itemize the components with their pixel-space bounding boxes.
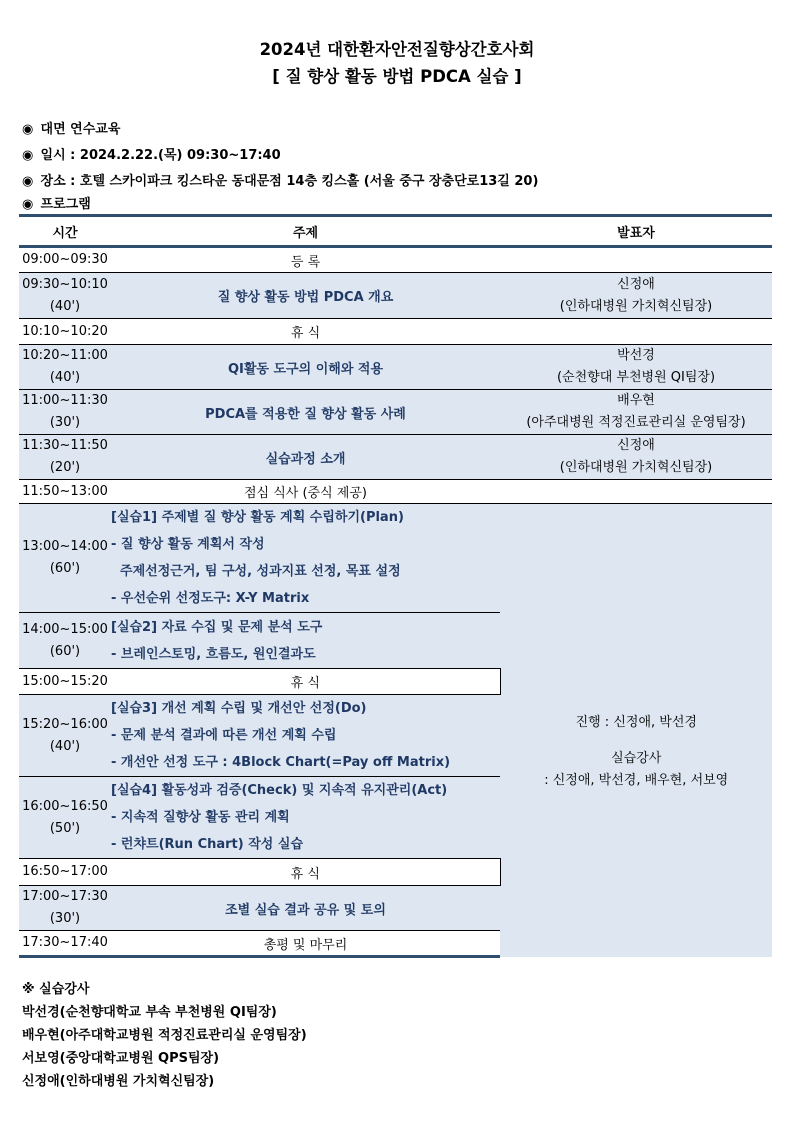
info-type-text: 대면 연수교육 <box>40 122 121 137</box>
speaker-cell <box>500 247 772 273</box>
table-row <box>19 319 772 345</box>
notes-item: 서보영(중앙대학교병원 QPS팀장) <box>22 1051 220 1066</box>
bullet-icon: ◉ <box>22 148 34 163</box>
info-place-text: 장소 : 호텔 스카이파크 킹스타운 동대문점 14층 킹스홀 (서울 중구 장충단로13길 20) <box>40 174 539 189</box>
practice-lead: 진행 : 신정애, 박선경 <box>575 715 697 731</box>
topic-cell: 조별 실습 결과 공유 및 토의 <box>111 886 500 931</box>
practice-names: : 신정애, 박선경, 배우현, 서보영 <box>544 773 729 789</box>
time-cell: 17:30~17:40 <box>19 931 111 957</box>
notes-item: 배우현(아주대학교병원 적정진료관리실 운영팀장) <box>22 1028 307 1043</box>
header-topic: 주제 <box>111 216 500 247</box>
notes-heading: ※ 실습강사 <box>22 982 90 997</box>
lesson-cell: [실습3] 개선 계획 수립 및 개선안 선정(Do) - 문제 분석 결과에 따른 개선 계획 수립 - 개선안 선정 도구 : 4Block Chart(=Pay off Matrix) <box>111 695 500 777</box>
info-type <box>22 118 120 137</box>
info-date-text: 일시 : 2024.2.22.(목) 09:30~17:40 <box>40 148 281 163</box>
time-cell: 15:20~16:00 (40') <box>19 695 111 777</box>
time-cell: 09:30~10:10 (40') <box>19 273 111 319</box>
info-program <box>22 193 91 212</box>
time-cell: 16:00~16:50 (50') <box>19 777 111 859</box>
header-time: 시간 <box>19 216 111 247</box>
speaker-cell: 신정애 (인하대병원 가치혁신팀장) <box>500 273 772 319</box>
speaker-cell: 박선경 (순천향대 부천병원 QI팀장) <box>500 345 772 390</box>
topic-cell: 질 향상 활동 방법 PDCA 개요 <box>111 273 500 319</box>
bullet-icon: ◉ <box>22 197 34 212</box>
table-row <box>19 504 772 613</box>
time-cell: 09:00~09:30 <box>22 252 108 267</box>
time-cell: 10:10~10:20 <box>19 319 111 345</box>
time-cell: 11:00~11:30 (30') <box>19 390 111 435</box>
lesson-cell: [실습2] 자료 수집 및 문제 분석 도구 - 브레인스토밍, 흐름도, 원인결과도 <box>111 613 500 669</box>
notes-item: 박선경(순천향대학교 부속 부천병원 QI팀장) <box>22 1005 277 1020</box>
topic-cell: QI활동 도구의 이해와 적용 <box>111 345 500 390</box>
speaker-cell: 신정애 (인하대병원 가치혁신팀장) <box>500 435 772 480</box>
time-cell: 16:50~17:00 <box>19 859 111 886</box>
topic-cell: 휴 식 <box>111 319 500 345</box>
notes-item: 신정애(인하대병원 가치혁신팀장) <box>22 1074 215 1089</box>
header-speaker: 발표자 <box>500 216 772 247</box>
topic-cell: 점심 식사 (중식 제공) <box>111 480 500 504</box>
speaker-cell <box>500 319 772 345</box>
bullet-icon: ◉ <box>22 122 34 137</box>
topic-cell: 휴 식 <box>111 859 500 886</box>
topic-cell: 등 록 <box>290 254 321 270</box>
bullet-icon: ◉ <box>22 174 34 189</box>
topic-cell: 총평 및 마무리 <box>111 931 500 957</box>
time-cell: 15:00~15:20 <box>19 669 111 695</box>
page-subtitle: [ 질 향상 활동 방법 PDCA 실습 ] <box>272 67 522 86</box>
page-title: 2024년 대한환자안전질향상간호사회 <box>259 40 535 59</box>
practice-speaker-cell <box>500 504 772 957</box>
topic-cell: PDCA를 적용한 질 향상 활동 사례 <box>111 390 500 435</box>
time-cell: 11:50~13:00 <box>19 480 111 504</box>
table-row <box>19 247 772 273</box>
lesson-cell: [실습4] 활동성과 검증(Check) 및 지속적 유지관리(Act) - 지속적 질향상 활동 관리 계획 - 런챠트(Run Chart) 작성 실습 <box>111 777 500 859</box>
table-row <box>19 435 772 480</box>
table-row <box>19 273 772 319</box>
topic-cell: 휴 식 <box>111 669 500 695</box>
topic-cell: 실습과정 소개 <box>111 435 500 480</box>
table-row <box>19 390 772 435</box>
table-header-row <box>19 216 772 247</box>
speaker-cell: 배우현 (아주대병원 적정진료관리실 운영팀장) <box>500 390 772 435</box>
info-place <box>22 170 538 189</box>
time-cell: 10:20~11:00 (40') <box>19 345 111 390</box>
lesson-cell: [실습1] 주제별 질 향상 활동 계획 수립하기(Plan) - 질 향상 활동 계획서 작성 주제선정근거, 팀 구성, 성과지표 선정, 목표 설정 - 우선순위 선정도구: X-Y Matrix <box>111 504 500 613</box>
time-cell: 11:30~11:50 (20') <box>19 435 111 480</box>
speaker-cell <box>500 480 772 504</box>
info-date <box>22 144 281 163</box>
time-cell: 13:00~14:00 (60') <box>19 504 111 613</box>
info-program-text: 프로그램 <box>40 197 91 212</box>
practice-title: 실습강사 <box>611 751 662 767</box>
program-table <box>19 214 772 958</box>
table-row <box>19 480 772 504</box>
time-cell: 17:00~17:30 (30') <box>19 886 111 931</box>
time-cell: 14:00~15:00 (60') <box>19 613 111 669</box>
table-row <box>19 345 772 390</box>
